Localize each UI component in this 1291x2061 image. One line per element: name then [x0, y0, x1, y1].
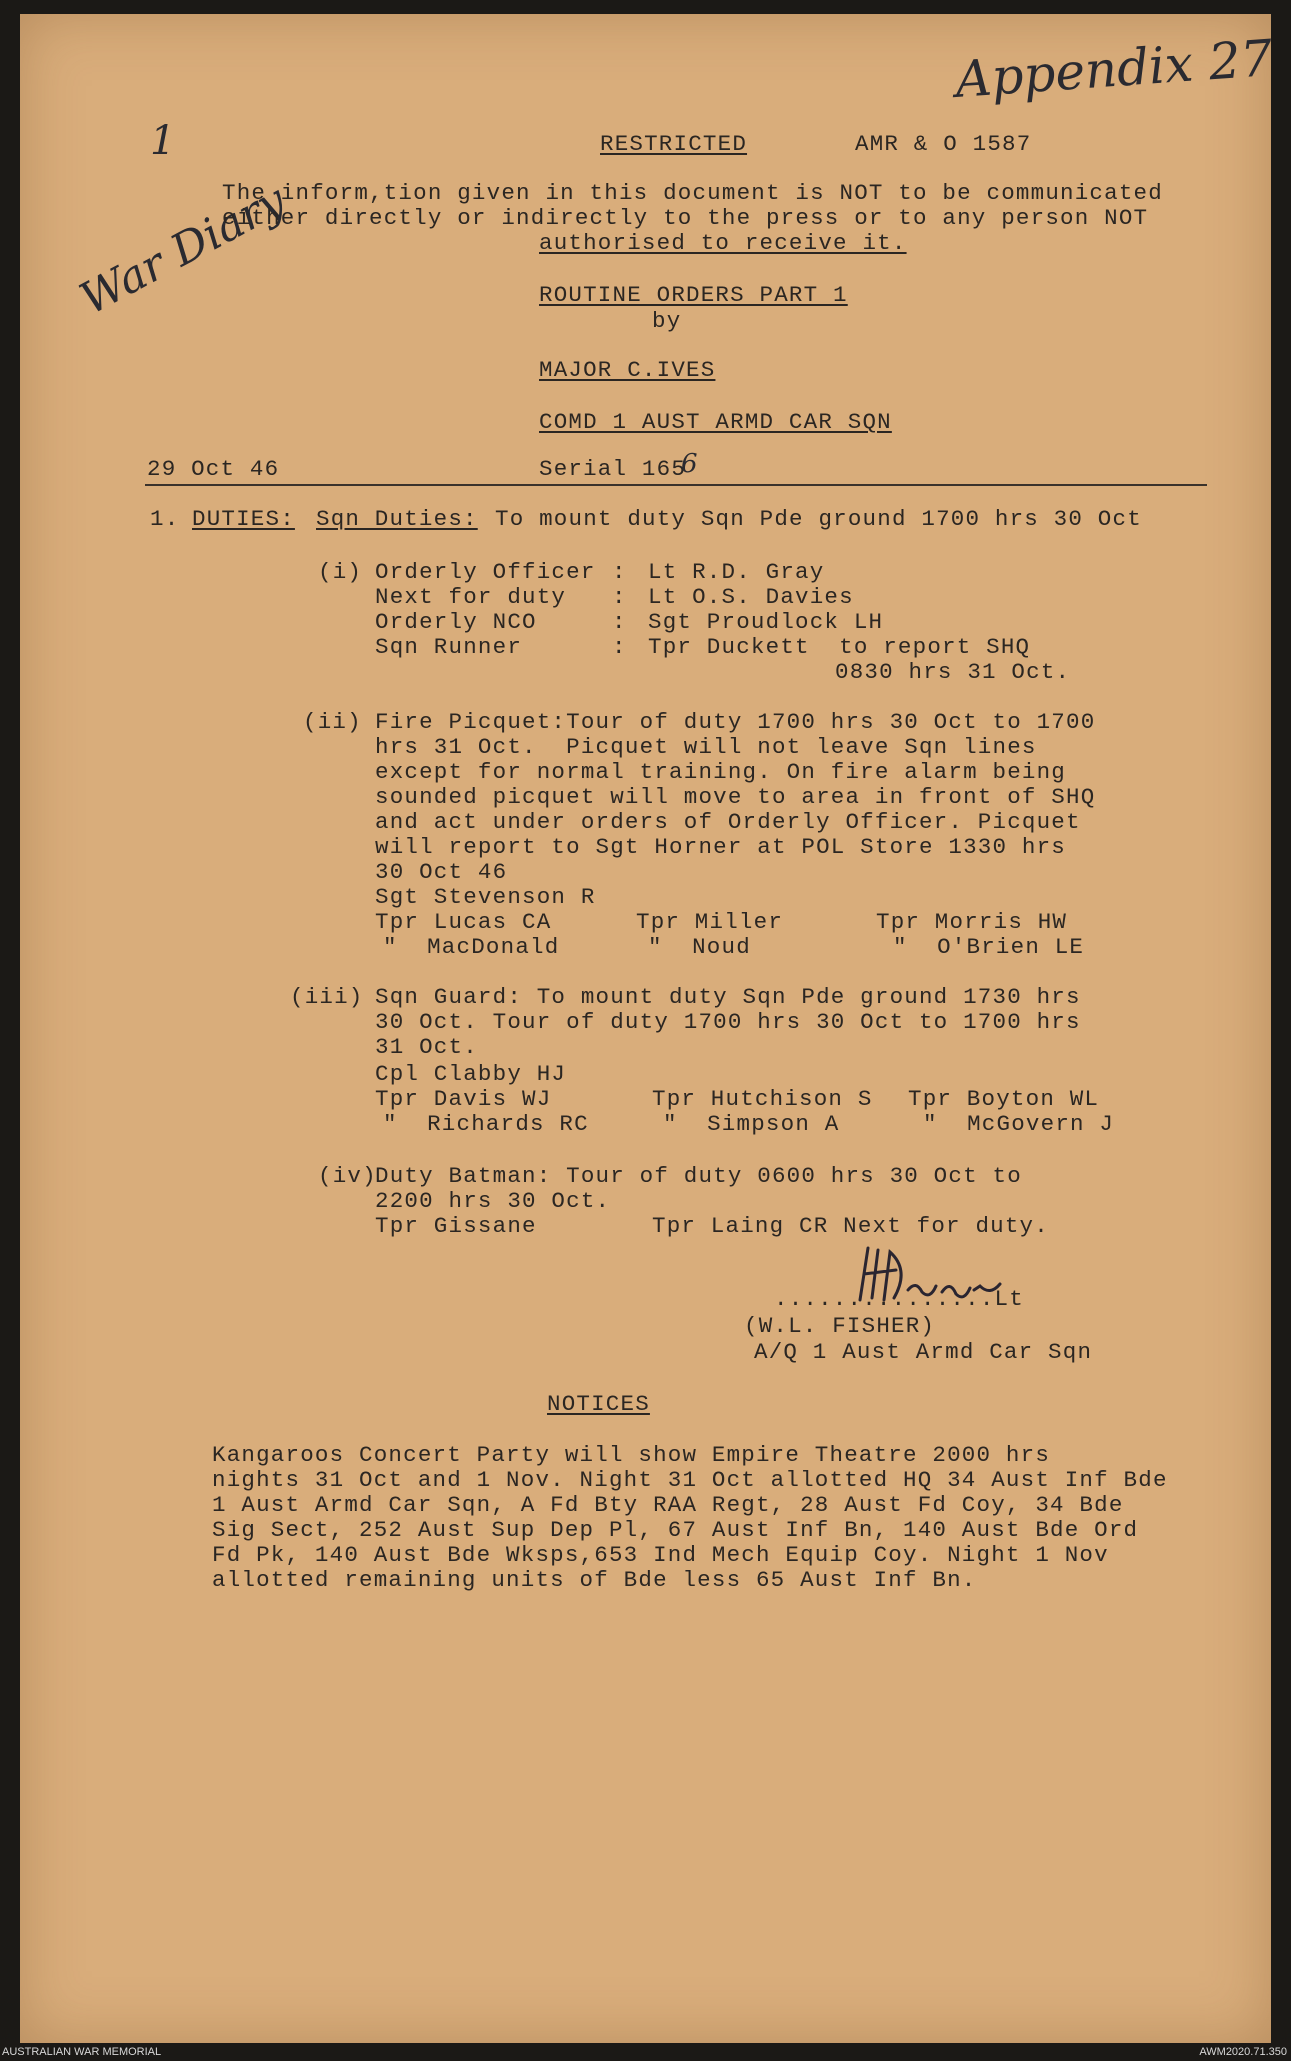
duty-label: Next for duty: [375, 584, 567, 610]
guard-member: Tpr Davis WJ: [375, 1086, 552, 1112]
war-diary-annotation: War Diary: [72, 174, 294, 326]
guard-member: Tpr Hutchison S: [652, 1086, 873, 1112]
notice-line: allotted remaining units of Bde less 65 Aust Inf Bn.: [212, 1567, 977, 1593]
notice-line: Kangaroos Concert Party will show Empire Theatre 2000 hrs: [212, 1442, 1051, 1468]
fire-picquet-line: Fire Picquet:Tour of duty 1700 hrs 30 Oct to 1700: [375, 709, 1096, 735]
signature-line: ...............Lt: [774, 1286, 1024, 1312]
serial-correction: 6: [681, 449, 698, 479]
appendix-annotation: Appendix 27: [953, 28, 1275, 110]
duty-batman-line: 2200 hrs 30 Oct.: [375, 1188, 611, 1214]
section-iv-number: (iv): [318, 1163, 377, 1189]
warning-line-1: The inform,tion given in this document is NOT to be communicated: [222, 180, 1163, 206]
sqn-guard-line: 31 Oct.: [375, 1034, 478, 1060]
header-divider: [145, 484, 1207, 486]
duty-label: Sqn Runner: [375, 634, 523, 660]
duties-heading: DUTIES:: [192, 506, 295, 532]
margin-mark: 1: [150, 118, 176, 164]
footer-right: AWM2020.71.350: [1199, 2046, 1287, 2058]
duty-continuation: 0830 hrs 31 Oct.: [835, 659, 1071, 685]
fire-picquet-line: sounded picquet will move to area in front of SHQ: [375, 784, 1096, 810]
picquet-member: Tpr Miller: [636, 909, 784, 935]
picquet-member: " MacDonald: [383, 934, 560, 960]
sqn-duties-heading: Sqn Duties:: [316, 506, 478, 532]
section-ii-number: (ii): [303, 709, 362, 735]
reference-number: AMR & O 1587: [855, 131, 1032, 157]
warning-line-3: authorised to receive it.: [539, 230, 907, 256]
picquet-member: Tpr Lucas CA: [375, 909, 552, 935]
duty-separator: :: [612, 559, 627, 585]
duty-value: Lt O.S. Davies: [648, 584, 854, 610]
signatory-name: (W.L. FISHER): [744, 1313, 936, 1339]
picquet-member: Tpr Morris HW: [876, 909, 1068, 935]
duty-value: Tpr Duckett to report SHQ: [648, 634, 1031, 660]
signatory-title: A/Q 1 Aust Armd Car Sqn: [754, 1339, 1093, 1365]
fire-picquet-line: except for normal training. On fire alarm being: [375, 759, 1067, 785]
restricted-label: RESTRICTED: [600, 131, 748, 157]
footer-left: AUSTRALIAN WAR MEMORIAL: [2, 2046, 162, 2058]
notices-heading: NOTICES: [547, 1391, 650, 1417]
picquet-member: " O'Brien LE: [893, 934, 1085, 960]
batman-trooper: Tpr Gissane: [375, 1213, 537, 1239]
document-title: ROUTINE ORDERS PART 1: [539, 282, 848, 308]
duty-batman-line: Duty Batman: Tour of duty 0600 hrs 30 Oct to: [375, 1163, 1022, 1189]
duties-number: 1.: [150, 506, 180, 532]
command-title: COMD 1 AUST ARMD CAR SQN: [539, 409, 892, 435]
by-label: by: [652, 308, 682, 334]
notice-line: Sig Sect, 252 Aust Sup Dep Pl, 67 Aust Inf Bn, 140 Aust Bde Ord: [212, 1517, 1139, 1543]
serial-number: Serial 165: [539, 456, 687, 482]
sqn-guard-line: 30 Oct. Tour of duty 1700 hrs 30 Oct to 1700 hrs: [375, 1009, 1081, 1035]
guard-corporal: Cpl Clabby HJ: [375, 1061, 567, 1087]
duty-value: Sgt Proudlock LH: [648, 609, 884, 635]
section-i-number: (i): [318, 559, 363, 585]
duty-label: Orderly Officer: [375, 559, 596, 585]
picquet-member: " Noud: [648, 934, 751, 960]
guard-member: Tpr Boyton WL: [908, 1086, 1100, 1112]
notice-line: 1 Aust Armd Car Sqn, A Fd Bty RAA Regt, 28 Aust Fd Coy, 34 Bde: [212, 1492, 1124, 1518]
picquet-sergeant: Sgt Stevenson R: [375, 884, 596, 910]
notice-line: Fd Pk, 140 Aust Bde Wksps,653 Ind Mech Equip Coy. Night 1 Nov: [212, 1542, 1109, 1568]
guard-member: " Richards RC: [383, 1111, 589, 1137]
duty-label: Orderly NCO: [375, 609, 537, 635]
duty-separator: :: [612, 584, 627, 610]
sqn-guard-line: Sqn Guard: To mount duty Sqn Pde ground 1730 hrs: [375, 984, 1081, 1010]
duty-separator: :: [612, 609, 627, 635]
duty-value: Lt R.D. Gray: [648, 559, 825, 585]
fire-picquet-line: 30 Oct 46: [375, 859, 508, 885]
notice-line: nights 31 Oct and 1 Nov. Night 31 Oct allotted HQ 34 Aust Inf Bde: [212, 1467, 1168, 1493]
duties-intro: To mount duty Sqn Pde ground 1700 hrs 30 Oct: [495, 506, 1142, 532]
document-date: 29 Oct 46: [147, 456, 280, 482]
batman-next: Tpr Laing CR Next for duty.: [652, 1213, 1049, 1239]
fire-picquet-line: and act under orders of Orderly Officer. Picquet: [375, 809, 1081, 835]
warning-line-2: either directly or indirectly to the press or to any person NOT: [222, 205, 1149, 231]
officer-name: MAJOR C.IVES: [539, 357, 716, 383]
guard-member: " McGovern J: [923, 1111, 1115, 1137]
duty-separator: :: [612, 634, 627, 660]
fire-picquet-line: will report to Sgt Horner at POL Store 1330 hrs: [375, 834, 1067, 860]
section-iii-number: (iii): [290, 984, 364, 1010]
guard-member: " Simpson A: [663, 1111, 840, 1137]
fire-picquet-line: hrs 31 Oct. Picquet will not leave Sqn lines: [375, 734, 1037, 760]
